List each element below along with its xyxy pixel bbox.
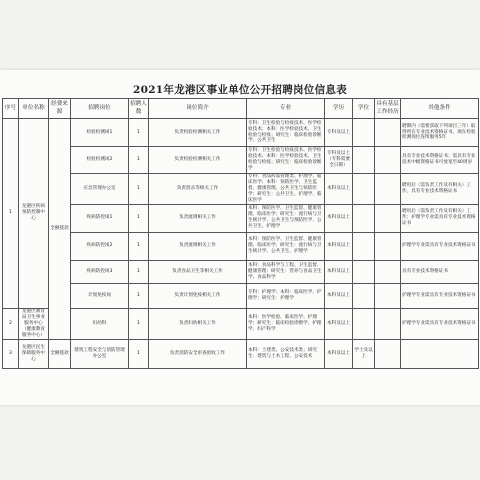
header-degree: 学位: [353, 99, 375, 119]
header-unit: 单位名称: [19, 99, 49, 119]
degree-cell: [353, 308, 375, 339]
degree-cell: [353, 147, 375, 174]
position-cell: 应急管理办公室: [71, 174, 129, 205]
count-cell: 1: [129, 232, 149, 260]
count-cell: 1: [129, 283, 149, 308]
grassroots-cell: [375, 119, 401, 147]
document-sheet: [0, 70, 480, 405]
major-cell: 专科：护理学；本科：临床医学、护理学；研究生：护理学: [247, 283, 325, 308]
degree-cell: [353, 174, 375, 205]
grassroots-cell: [375, 174, 401, 205]
other-cell: 护理学专业需具有专业技术资格证书: [401, 308, 479, 339]
degree-cell: [353, 232, 375, 260]
table-row: [3, 308, 479, 339]
table-row: [3, 147, 479, 174]
recruitment-table: [2, 98, 479, 369]
degree-cell: [353, 260, 375, 283]
education-cell: 本科及以上: [325, 283, 353, 308]
education-cell: 专科及以上: [325, 119, 353, 147]
other-cell: 具有专业技术资格证书；需具有专业技术中级资格证书可放宽至40周岁: [401, 147, 479, 174]
table-row: [3, 119, 479, 147]
header-no: 序号: [3, 99, 19, 119]
other-cell: 护理学专业需具有专业技术资格证书: [401, 283, 479, 308]
position-cell: 检验检测岗2: [71, 147, 129, 174]
position-cell: 妇幼科: [71, 308, 129, 339]
document-title: 2021年龙港区事业单位公开招聘岗位信息表: [132, 84, 348, 96]
row-no: 2: [3, 308, 19, 339]
other-cell: 护理学专业需具有专业技术资格证书: [401, 232, 479, 260]
education-cell: 本科及以上: [325, 308, 353, 339]
other-cell: 具有专业技术资格证书: [401, 260, 479, 283]
grassroots-cell: [375, 232, 401, 260]
table-row: [3, 204, 479, 232]
grassroots-cell: [375, 308, 401, 339]
unit-name: 龙港区教育局卫生事业服务中心（健康教育服务中心）: [19, 308, 49, 339]
funding-source: 全额拨款: [49, 339, 71, 368]
position-cell: 疾病防控岗3: [71, 260, 129, 283]
grassroots-cell: [375, 260, 401, 283]
grassroots-cell: [375, 339, 401, 368]
other-cell: 聘用后（需负责工作及有相关）工作；护理学专业需具有专业技术资格证书: [401, 204, 479, 232]
major-cell: 专科：食品药品管理类、护理学、临床医学；本科：预防医学、卫生监督、健康管理、公共卫生与预防医学；研究生：公共卫生、护理学、临床医学: [247, 174, 325, 205]
table-row: [3, 260, 479, 283]
degree-cell: [353, 119, 375, 147]
intro-cell: 负责检验检测相关工作: [149, 119, 247, 147]
header-row: [3, 99, 479, 119]
table-row: [3, 283, 479, 308]
intro-cell: 负责流调相关工作: [149, 232, 247, 260]
header-funding: 经费来源: [49, 99, 71, 119]
table-row: [3, 174, 479, 205]
intro-cell: 负责消防安全审查验收工作: [149, 339, 247, 368]
count-cell: 1: [129, 339, 149, 368]
degree-cell: [353, 204, 375, 232]
count-cell: 1: [129, 308, 149, 339]
major-cell: 本科：预防医学、卫生监督、健康管理、临床医学；研究生：流行病与卫生统计学、公共卫生、护理学: [247, 232, 325, 260]
degree-cell: 学士及以上: [353, 339, 375, 368]
degree-cell: [353, 283, 375, 308]
table-row: [3, 339, 479, 368]
other-cell: 聘期内（需要获取下列项目三年）取得所在专业技术资格证书，须在检验检测岗位连续服务5年: [401, 119, 479, 147]
unit-name: 龙港区疾病预防控制中心: [19, 119, 49, 309]
grassroots-cell: [375, 283, 401, 308]
intro-cell: 负责检验检测相关工作: [149, 147, 247, 174]
intro-cell: 负责食品卫生等相关工作: [149, 260, 247, 283]
education-cell: 本科及以上: [325, 260, 353, 283]
position-cell: 检验检测岗1: [71, 119, 129, 147]
intro-cell: 负责流调相关工作: [149, 204, 247, 232]
position-cell: 疾病防控岗2: [71, 232, 129, 260]
count-cell: 1: [129, 174, 149, 205]
grassroots-cell: [375, 147, 401, 174]
count-cell: 1: [129, 147, 149, 174]
header-intro: 岗位简介: [149, 99, 247, 119]
header-count: 招聘人数: [129, 99, 149, 119]
education-cell: 专科及以上（专科需要全日制）: [325, 147, 353, 174]
position-cell: 疾病防控岗1: [71, 204, 129, 232]
header-other: 其他条件: [401, 99, 479, 119]
education-cell: 本科及以上: [325, 204, 353, 232]
unit-name: 龙港区民生保障服务中心: [19, 339, 49, 368]
row-no: 1: [3, 119, 19, 309]
intro-cell: 负责计划免疫相关工作: [149, 283, 247, 308]
position-cell: 计划免疫岗: [71, 283, 129, 308]
funding-source: 全额拨款: [49, 119, 71, 340]
education-cell: 本科及以上: [325, 174, 353, 205]
count-cell: 1: [129, 119, 149, 147]
major-cell: 专科：卫生检验与检疫技术、医学检验技术；本科：医学检验技术、卫生检验与检疫；研究生：临床检验诊断学: [247, 147, 325, 174]
intro-cell: 负责妇幼相关工作: [149, 308, 247, 339]
header-major: 专业: [247, 99, 325, 119]
header-education: 学历: [325, 99, 353, 119]
intro-cell: 负责消杀等相关工作: [149, 174, 247, 205]
other-cell: 聘用后（需负责工作及有相关）工作，具有专业技术资格证书: [401, 174, 479, 205]
header-position: 招聘岗位: [71, 99, 129, 119]
major-cell: 本科：医学检验、临床医学、护理学；研究生：临床检验诊断学、护理学、妇产科学: [247, 308, 325, 339]
major-cell: 本科：预防医学、卫生监督、健康管理、临床医学；研究生：流行病与卫生统计学、公共卫生与预防医学、公共卫生、护理学: [247, 204, 325, 232]
table-row: [3, 232, 479, 260]
other-cell: [401, 339, 479, 368]
education-cell: 本科及以上: [325, 232, 353, 260]
major-cell: 本科：土建类、公安技术类；研究生：建筑与土木工程、公安技术: [247, 339, 325, 368]
header-grassroots: 具有基层工作经历: [375, 99, 401, 119]
major-cell: 专科：卫生检验与检疫技术、医学检验技术；本科：医学检验技术、卫生检验与检疫；研究生：临床检验诊断学、公共卫生: [247, 119, 325, 147]
education-cell: 本科及以上: [325, 339, 353, 368]
row-no: 3: [3, 339, 19, 368]
count-cell: 1: [129, 260, 149, 283]
grassroots-cell: [375, 204, 401, 232]
position-cell: 建筑工程安全与消防管理办公室: [71, 339, 129, 368]
major-cell: 本科：食品科学与工程、卫生监督、健康管理；研究生：营养与食品卫生学、食品科学: [247, 260, 325, 283]
count-cell: 1: [129, 204, 149, 232]
